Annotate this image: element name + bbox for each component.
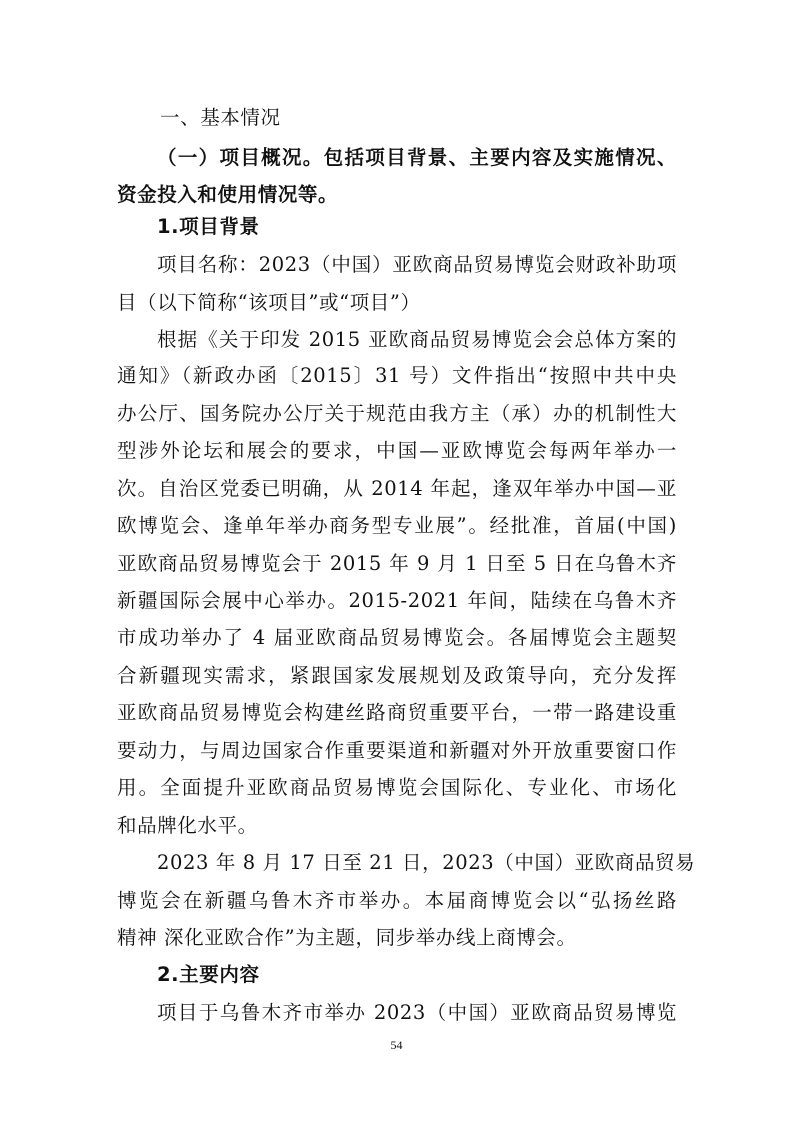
paragraph-line: 亚欧商品贸易博览会构建丝路商贸重要平台，一带一路建设重: [117, 701, 677, 724]
paragraph-line: 型涉外论坛和展会的要求，中国—亚欧博览会每两年举办一: [117, 439, 677, 462]
paragraph-line: 合新疆现实需求，紧跟国家发展规划及政策导向，充分发挥: [117, 664, 677, 687]
paragraph-line: 用。全面提升亚欧商品贸易博览会国际化、专业化、市场化: [117, 776, 677, 799]
paragraph-line: 项目名称：2023（中国）亚欧商品贸易博览会财政补助项: [157, 253, 677, 276]
subsection-heading-line2: 资金投入和使用情况等。: [117, 183, 339, 206]
paragraph-line: 新疆国际会展中心举办。2015-2021 年间，陆续在乌鲁木齐: [117, 589, 677, 612]
paragraph-line: 要动力，与周边国家合作重要渠道和新疆对外开放重要窗口作: [117, 739, 677, 762]
paragraph-line: 博览会在新疆乌鲁木齐市举办。本届商博览会以“弘扬丝路: [117, 889, 677, 912]
paragraph-line: 精神 深化亚欧合作”为主题，同步举办线上商博会。: [117, 926, 577, 949]
paragraph-line: 通知》（新政办函〔2015〕31 号）文件指出“按照中共中央: [117, 364, 677, 387]
item-heading-main-content: 2.主要内容: [157, 963, 260, 986]
paragraph-line: 根据《关于印发 2015 亚欧商品贸易博览会会总体方案的: [157, 328, 677, 351]
paragraph-line: 次。自治区党委已明确，从 2014 年起，逢双年举办中国—亚: [117, 477, 677, 500]
paragraph-line: 亚欧商品贸易博览会于 2015 年 9 月 1 日至 5 日在乌鲁木齐: [117, 552, 677, 575]
page-number: 54: [390, 1038, 403, 1052]
item-heading-background: 1.项目背景: [157, 215, 260, 238]
paragraph-line: 欧博览会、逢单年举办商务型专业展”。经批准，首届(中国): [117, 514, 677, 537]
paragraph-line: 2023 年 8 月 17 日至 21 日，2023（中国）亚欧商品贸易: [157, 851, 696, 874]
section-heading: 一、基本情况: [160, 106, 281, 129]
subsection-heading-line1: （一）项目概况。包括项目背景、主要内容及实施情况、: [157, 146, 677, 169]
paragraph-line: 和品牌化水平。: [117, 814, 258, 837]
paragraph-line: 办公厅、国务院办公厅关于规范由我方主（承）办的机制性大: [117, 402, 677, 425]
paragraph-line: 市成功举办了 4 届亚欧商品贸易博览会。各届博览会主题契: [117, 626, 677, 649]
paragraph-line: 项目于乌鲁木齐市举办 2023（中国）亚欧商品贸易博览: [157, 1001, 677, 1024]
paragraph-line: 目（以下简称“该项目”或“项目”）: [117, 291, 421, 314]
